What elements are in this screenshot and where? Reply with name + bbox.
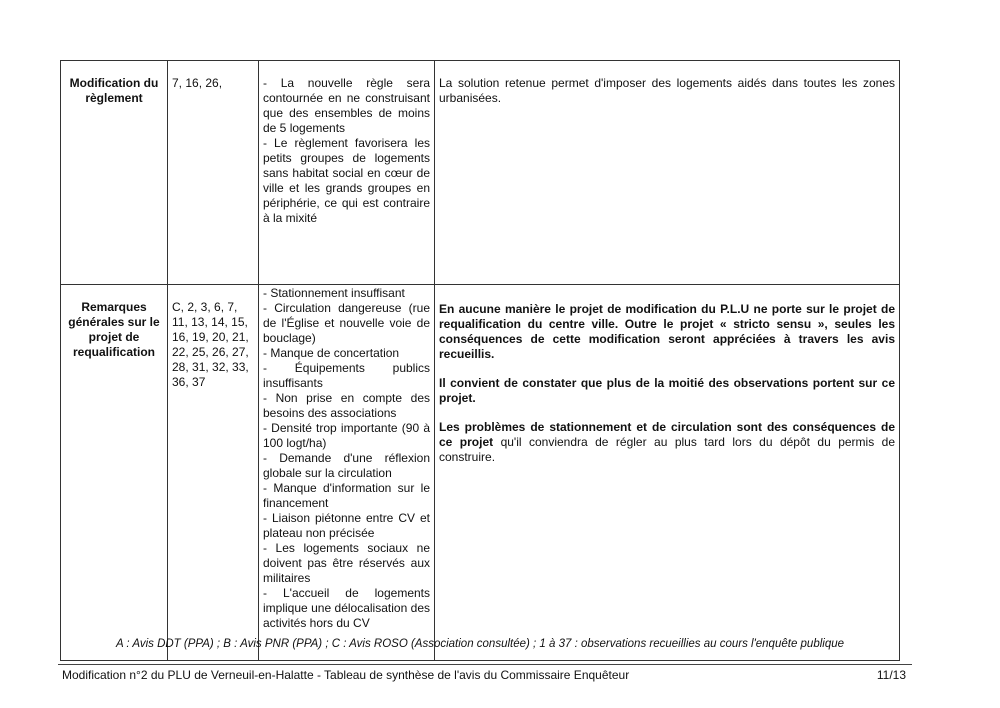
observation-item: - La nouvelle règle sera contournée en ne construisant que des ensembles de moins de 5 logements xyxy=(263,76,430,135)
observation-item: - L'accueil de logements implique une délocalisation des activités hors du CV xyxy=(263,586,430,630)
observation-item: - Non prise en compte des besoins des associations xyxy=(263,391,430,420)
observation-item: - Demande d'une réflexion globale sur la circulation xyxy=(263,451,430,480)
observation-item: - Manque d'information sur le financement xyxy=(263,481,430,510)
table-row xyxy=(61,285,900,661)
footer-title: Modification n°2 du PLU de Verneuil-en-Halatte - Tableau de synthèse de l'avis du Commissaire Enquêteur xyxy=(62,668,630,682)
response-text: La solution retenue permet d'imposer des logements aidés dans toutes les zones urbanisées. xyxy=(439,76,895,105)
page-number: 11/13 xyxy=(876,668,906,682)
table-legend: A : Avis DDT (PPA) ; B : Avis PNR (PPA) ; C : Avis ROSO (Association consultée) ; 1 à 37 : observations recueillies au cours l'enquête publique xyxy=(115,638,845,650)
observation-item: - Liaison piétonne entre CV et plateau non précisée xyxy=(263,511,430,540)
response-bold-text: Les problèmes de stationnement et de circulation sont des conséquences de ce projet xyxy=(439,420,895,449)
refs-cell: C, 2, 3, 6, 7, 11, 13, 14, 15, 16, 19, 20, 21, 22, 25, 26, 27, 28, 31, 32, 33, 36, 37 xyxy=(168,285,259,661)
topic-cell: Modification du règlement xyxy=(61,61,168,285)
observations-cell xyxy=(259,285,435,661)
observation-item: - Manque de concertation xyxy=(263,346,400,360)
response-paragraph: En aucune manière le projet de modification du P.L.U ne porte sur le projet de requalification du centre ville. Outre le projet « stricto sensu », seules les conséquences de cette modification seront appréciées à travers les avis recueillis. xyxy=(439,302,895,361)
response-cell xyxy=(435,285,900,661)
observation-item: - Les logements sociaux ne doivent pas être réservés aux militaires xyxy=(263,541,430,585)
observation-item: - Stationnement insuffisant xyxy=(263,286,405,300)
response-normal-text: qu'il conviendra de régler au plus tard lors du dépôt du permis de construire. xyxy=(439,435,896,464)
observation-item: - Le règlement favorisera les petits groupes de logements sans habitat social en cœur de ville et les grands groupes en périphérie, ce qui est contraire à la mixité xyxy=(263,136,430,225)
synthesis-table xyxy=(60,60,900,661)
topic-cell: Remarques générales sur le projet de requalification xyxy=(61,285,168,661)
refs-cell: 7, 16, 26, xyxy=(168,61,259,285)
response-paragraph: Il convient de constater que plus de la moitié des observations portent sur ce projet. xyxy=(439,376,895,405)
observation-item: - Équipements publics insuffisants xyxy=(263,361,430,390)
response-cell xyxy=(435,61,900,285)
observation-item: - Circulation dangereuse (rue de l'Église et nouvelle voie de bouclage) xyxy=(263,301,430,345)
footer-divider xyxy=(58,664,912,665)
observation-item: - Densité trop importante (90 à 100 logt/ha) xyxy=(263,421,430,450)
response-paragraph xyxy=(439,420,895,465)
table-row xyxy=(61,61,900,285)
observations-cell xyxy=(259,61,435,285)
